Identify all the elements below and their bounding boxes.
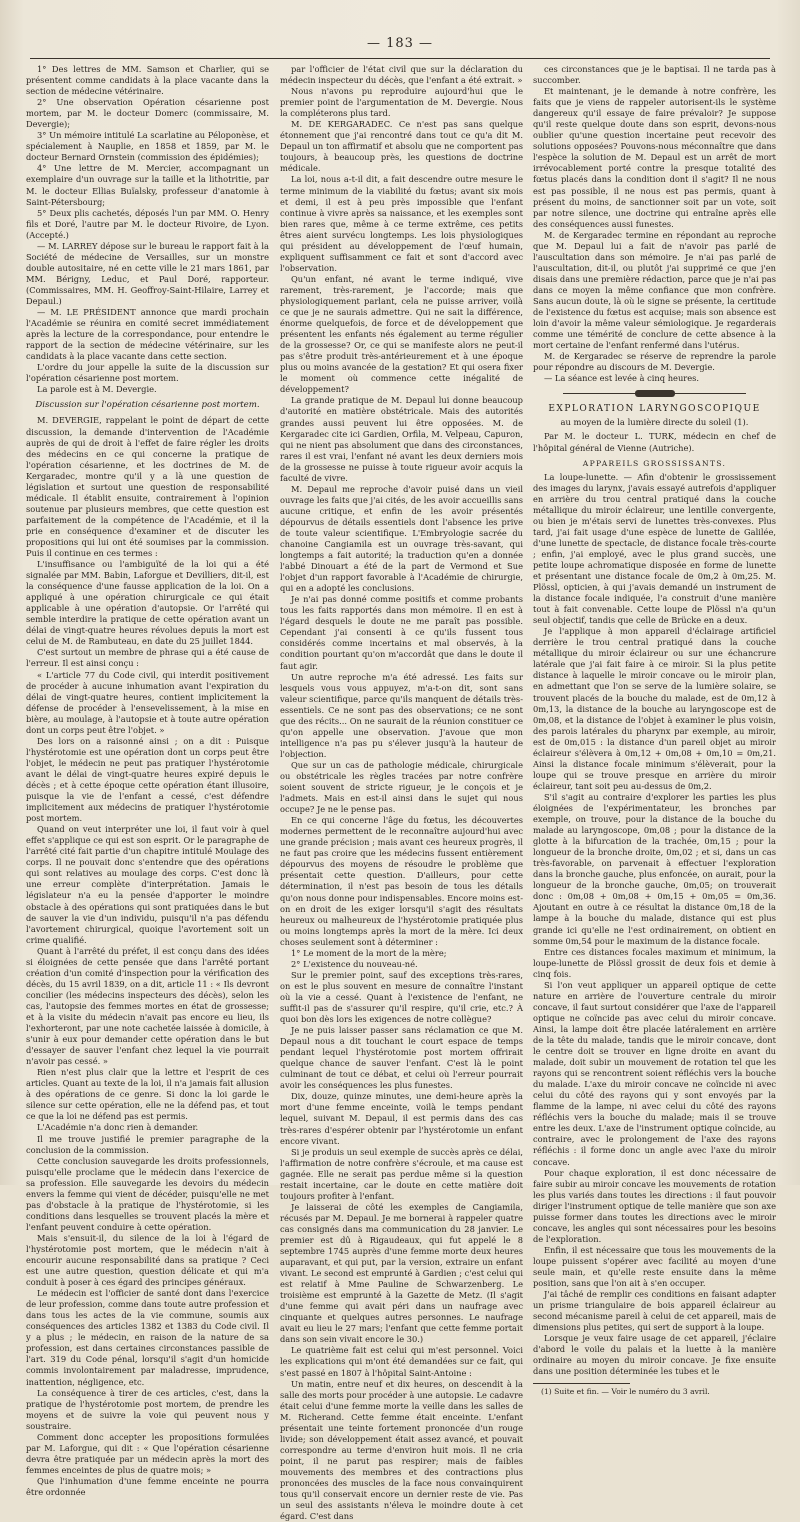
paragraph: Cette conclusion sauvegarde les droits professionnels, puisqu'elle proclame que le médecin dans l'exercice de sa profession. Elle sauvegarde les devoirs du médecin envers la femme qui vient de décéder, puisqu'elle ne met pas d'obstacle à la pratique de l'hystérotomie, si les conditions dans lesquelles se trouvent placés la mère et l'enfant peuvent conduire à cette opération. (26, 1155, 269, 1232)
footnote: (1) Suite et fin. — Voir le numéro du 3 avril. (541, 1387, 710, 1397)
paragraph: Que sur un cas de pathologie médicale, chirurgicale ou obstétricale les règles tracées par notre confrère soient souvent de stricte rigueur, je le conçois et je l'admets. Mais en est-il ainsi dans le sujet qui nous occupe? Je ne le pense pas. (280, 759, 523, 815)
paragraph: La grande pratique de M. Depaul lui donne beaucoup d'autorité en matière obstétricale. Mais des autorités grandes aussi peuvent lui être opposées. M. de Kergaradec cite ici Gardien, Orfila, M. Velpeau, Capuron, qui ne nient pas absolument que dans des circonstances, rares il est vrai, l'enfant né avant les deux derniers mois de la grossesse ne puisse à toute rigueur avoir acquis la faculté de vivre. (280, 395, 523, 483)
paragraph: Et maintenant, je le demande à notre confrère, les faits que je viens de rappeler autorisent-ils le système dangereux qu'il essaye de faire prévaloir? Je suppose qu'il reste quelque doute dans son esprit, devons-nous oublier qu'une question incertaine peut recevoir des solutions opposées? Pouvons-nous méconnaître que dans l'espèce la solution de M. Depaul est un arrêt de mort irrévocablement porté contre la presque totalité des fœtus placés dans la condition dont il s'agit? Il ne nous est pas possible, il ne nous est pas permis, quant à présent du moins, de sanctionner soit par un vote, soit par notre silence, une doctrine qui entraîne après elle des conséquences aussi funestes. (533, 86, 776, 229)
paragraph: Le quatrième fait est celui qui m'est personnel. Voici les explications qui m'ont été demandées sur ce fait, qui s'est passé en 1807 à l'hôpital Saint-Antoine : (280, 1345, 523, 1378)
paragraph: La parole est à M. Devergie. (37, 384, 157, 395)
paragraph: 5° Deux plis cachetés, déposés l'un par MM. O. Henry fils et Doré, l'autre par M. le docteur Rivoire, de Lyon. (Accepté.) (26, 207, 269, 240)
paragraph: Je laisserai de côté les exemples de Cangiamila, récusés par M. Depaul. Je me bornerai à rappeler quatre cas consignés dans ma communication du 28 janvier. Le premier est dû à Rigaudeaux, qui fut appelé le 8 septembre 1745 auprès d'une femme morte deux heures auparavant, et qui put, par la version, extraire un enfant vivant. Le second est emprunté à Gardien ; c'est celui qui est relatif à Mme Pauline de Schwarzenberg. Le troisième est emprunté à la Gazette de Metz. (Il s'agit d'une femme qui avait péri dans un naufrage avec cinquante et quelques autres personnes. Le naufrage avait eu lieu le 27 mars; l'enfant que cette femme portait dans son sein vivait encore le 30.) (280, 1201, 523, 1345)
paragraph: L'Académie n'a donc rien à demander. (37, 1122, 199, 1133)
paragraph: — M. LE PRÉSIDENT annonce que mardi prochain l'Académie se réunira en comité secret immédiatement après la lecture de la correspondance, pour entendre le rapport de la section de médecine vétérinaire, sur les candidats à la place vacante dans cette section. (26, 307, 269, 362)
paragraph: Qu'un enfant, né avant le terme indiqué, vive rarement, très-rarement, je l'accorde; mais que physiologiquement parlant, cela ne puisse arriver, voilà ce que je ne saurais admettre. Qui ne sait la différence, énorme quelquefois, de force et de développement que présentent les enfants nés également au terme régulier de la grossesse? Or, ce qui se manifeste alors ne peut-il pas s'être produit très-antérieurement et à une époque plus ou moins avancée de la gestation? Et qui osera fixer le moment où commence cette inégalité de développement? (280, 273, 523, 395)
paragraph: 2° L'existence du nouveau-né. (291, 958, 418, 969)
paragraph: S'il s'agit au contraire d'explorer les parties les plus éloignées de l'expérimentateur, les bronches par exemple, on trouve, pour la distance de la bouche du malade au laryngoscope, 0m,08 ; pour la distance de la glotte à la bifurcation de la trachée, 0m,15 ; pour la longueur de la bronche droite, 0m,02 ; et si, dans un cas très-favorable, on parvenait à effectuer l'exploration dans la bronche gauche, plus enfoncée, on aurait, pour la longueur de la bronche gauche, 0m,05; on trouverait donc : 0m,08 + 0m,08 + 0m,15 + 0m,05 = 0m,36. Ajoutant en outre à ce résultat la distance 0m,18 de la lampe à la bouche du malade, distance qui est plus grande ici qu'elle ne l'est ordinairement, on obtient en somme 0m,54 pour le maximum de la distance focale. (533, 791, 776, 946)
paragraph: Sur le premier point, sauf des exceptions très-rares, on est le plus souvent en mesure de connaître l'instant où la vie a cessé. Quant à l'existence de l'enfant, ne suffit-il pas de s'assurer qu'il respire, qu'il crie, etc.? À quoi bon dès lors les exigences de notre collègue? (280, 969, 523, 1025)
section-subtitle: au moyen de la lumière directe du soleil (1). (560, 417, 749, 428)
paragraph: Je l'applique à mon appareil d'éclairage artificiel derrière le trou central pratiqué dans la couche métallique du miroir éclaireur ou sur une échancrure latérale que j'ai fait faire à ce miroir. Si la plus petite distance à laquelle le miroir concave ou le miroir plan, en admettant que l'on se serve de la lumière solaire, se trouvent placés de la bouche du malade, est de 0m,12 à 0m,13, la distance de la bouche au laryngoscope est de 0m,08, et la distance de l'objet à examiner le plus voisin, des parois latérales du pharynx par exemple, au miroir, est de 0m,015 : la distance d'un pareil objet au miroir éclaireur s'élèvera à 0m,12 + 0m,08 + 0m,10 = 0m,21. Ainsi la distance focale minimum s'élèverait, pour la loupe qui se trouve presque en arrière du miroir éclaireur, tant soit peu au-dessus de 0m,2. (533, 626, 776, 791)
paragraph: Pour chaque exploration, il est donc nécessaire de faire subir au miroir concave les mouvements de rotation les plus variés dans toutes les directions : il faut pouvoir diriger l'instrument optique de telle manière que son axe puisse former dans toutes les directions avec le miroir concave, les angles qui sont nécessaires pour les besoins de l'exploration. (533, 1167, 776, 1244)
paragraph: La conséquence à tirer de ces articles, c'est, dans la pratique de l'hystérotomie post mortem, de prendre les moyens et de suivre la voie qui peuvent nous y soustraire. (26, 1387, 269, 1431)
paragraph: M. Depaul me reproche d'avoir puisé dans un vieil ouvrage les faits que j'ai cités, de les avoir accueillis sans aucune critique, et enfin de les avoir présentés dépourvus de détails essentiels dont l'absence les prive de toute valeur scientifique. L'Embryologie sacrée du chanoine Cangiamila est un ouvrage très-savant, qui longtemps a fait autorité; la traduction qu'en a donnée l'abbé Dinouart a été de la part de Vermond et Sue l'objet d'un rapport favorable à l'Académie de chirurgie, qui en a adopté les conclusions. (280, 483, 523, 594)
paragraph: Si l'on veut appliquer un appareil optique de cette nature en arrière de l'ouverture centrale du miroir concave, il faut surtout considérer que l'axe de l'appareil optique ne coïncide pas avec celui du miroir concave. Ainsi, la lampe doit être placée latéralement en arrière de la tête du malade, tandis que le miroir concave, dont le centre doit se trouver en ligne droite en avant du malade, doit subir un mouvement de rotation tel que les rayons qui se rencontrent soient réfléchis vers la bouche du malade. L'axe du miroir concave ne coïncide ni avec celui du côté des rayons qui y sont envoyés par la flamme de la lampe, ni avec celui du côté des rayons réfléchis vers la bouche du malade; mais il se trouve entre les deux. L'axe de l'instrument optique coïncide, au contraire, avec le prolongement de l'axe des rayons réfléchis : il forme donc un angle avec l'axe du miroir concave. (533, 979, 776, 1167)
page-number: — 183 — (366, 36, 434, 51)
paragraph: Des lors on a raisonné ainsi ; on a dit : Puisque l'hystérotomie est une opération dont un corps peut être l'objet, le médecin ne peut pas pratiquer l'hystérotomie avant le délai de vingt-quatre heures expiré depuis le décès ; et à cette époque cette opération étant illusoire, puisque la vie de l'enfant a cessé, c'est défendre implicitement aux médecins de pratiquer l'hystérotomie post mortem. (26, 735, 269, 824)
paragraph: J'ai tâché de remplir ces conditions en faisant adapter un prisme triangulaire de bois appareil éclaireur au second mécanisme pareil à celui de cet appareil, mais de dimensions plus petites, qui sert de support à la loupe. (533, 1289, 776, 1333)
paragraph: M. de Kergaradec termine en répondant au reproche que M. Depaul lui a fait de n'avoir pas parlé de l'auscultation dans son mémoire. Je n'ai pas parlé de l'auscultation, dit-il, ou plutôt j'ai supprimé ce que j'en disais dans une première rédaction, parce que je n'ai pas dans ce moyen la même confiance que mon confrère. Sans aucun doute, là où le signe se présente, la certitude de l'existence du fœtus est acquise; mais son absence est loin d'avoir la même valeur sémiologique. Je regarderais comme une témérité de conclure de cette absence à la mort certaine de l'enfant renfermé dans l'utérus. (533, 229, 776, 351)
paragraph: — La séance est levée à cinq heures. (544, 373, 700, 384)
paragraph: Quant à l'arrêté du préfet, il est conçu dans des idées si éloignées de cette pensée que dans l'arrêté portant création d'un comité d'inspection pour la vérification des décès, du 15 avril 1839, on a dit, article 11 : « Ils devront concilier (les médecins inspecteurs des décès), selon les cas, l'autopsie des femmes mortes en état de grossesse; et à la visite du médecin n'avait pas encore eu lieu, ils l'exhorteront, par une note cachetée laissée à domicile, à s'unir à eux pour demander cette opération dans le but d'essayer de sauver l'enfant chez lequel la vie pourrait n'avoir pas cessé. » (26, 945, 269, 1067)
paragraph: M. de Kergaradec se réserve de reprendre la parole pour répondre au discours de M. Devergie. (533, 351, 776, 373)
col3-session-end (533, 64, 776, 384)
paragraph: Nous n'avons pu reproduire aujourd'hui que le premier point de l'argumentation de M. Devergie. Nous la compléterons plus tard. (280, 86, 523, 119)
paragraph: 4° Une lettre de M. Mercier, accompagnant un exemplaire d'un ouvrage sur la taille et la lithotritie, par M. le docteur Ellias Buïalsky, professeur d'anatomie à Saint-Pétersbourg; (26, 163, 269, 207)
col1-correspondence (26, 64, 269, 395)
fleuron-divider (563, 389, 746, 398)
column-1 (26, 64, 269, 1497)
paragraph: Comment donc accepter les propositions formulées par M. Laforgue, qui dit : « Que l'opération césarienne devra être pratiquée par un médecin après la mort des femmes enceintes de plus de quatre mois; » (26, 1431, 269, 1475)
header-rule (30, 58, 770, 59)
paragraph: Lorsque je veux faire usage de cet appareil, j'éclaire d'abord le voile du palais et la luette à la manière ordinaire au moyen du miroir concave. Je fixe ensuite dans une position déterminée les tubes et le (533, 1333, 776, 1377)
paragraph: Mais s'ensuit-il, du silence de la loi à l'égard de l'hystérotomie post mortem, que le médecin n'ait à encourir aucune responsabilité dans sa pratique ? Ceci est une autre question, question délicate et qui m'a conduit à poser à ces égard des principes généraux. (26, 1232, 269, 1288)
section-title: EXPLORATION LARYNGOSCOPIQUE (548, 404, 761, 415)
paragraph: par l'officier de l'état civil que sur la déclaration du médecin inspecteur du décès, que l'enfant a été extrait. » (280, 64, 523, 86)
paragraph: ces circonstances que je le baptisai. Il ne tarda pas à succomber. (533, 64, 776, 86)
col2-text (280, 64, 523, 1522)
paragraph: 2° Une observation Opération césarienne post mortem, par M. le docteur Domerc (commissaire, M. Devergie); (26, 97, 269, 130)
subsection-heading: APPAREILS GROSSISSANTS. (582, 458, 727, 468)
paragraph: M. DEVERGIE, rappelant le point de départ de cette discussion, la demande d'intervention de l'Académie auprès de qui de droit à l'effet de faire régler les droits des médecins en ce qui concerne la pratique de l'opération césarienne, et les doctrines de M. de Kergaradec, montre qu'il y a là une question de législation et surtout une question de responsabilité médicale. Il établit ensuite, contrairement à l'opinion soutenue par plusieurs membres, que cette question est parfaitement de la compétence de l'Académie, et il la prie en conséquence d'examiner et de discuter les propositions qui lui ont été soumises par la commission. Puis il continue en ces termes : (26, 415, 269, 559)
paragraph: 1° Des lettres de MM. Samson et Charlier, qui se présentent comme candidats à la place vacante dans la section de médecine vétérinaire. (26, 64, 269, 97)
paragraph: 1° Le moment de la mort de la mère; (291, 947, 447, 958)
paragraph: La loi, nous a-t-il dit, a fait descendre outre mesure le terme minimum de la viabilité du fœtus; avant six mois et demi, il est à peu près impossible que l'enfant continue à vivre après sa naissance, et les exemples sont bien rares que, même à ce terme extrême, ces petits êtres aient survécu longtemps. Les lois physiologiques qui président au développement de l'œuf humain, expliquent suffisamment ce fait et sont d'accord avec l'observation. (280, 174, 523, 273)
paragraph: Dix, douze, quinze minutes, une demi-heure après la mort d'une femme enceinte, voilà le temps pendant lequel, suivant M. Depaul, il est permis dans des cas très-rares d'espérer obtenir par l'hystérotomie un enfant encore vivant. (280, 1091, 523, 1146)
paragraph: — M. LARREY dépose sur le bureau le rapport fait à la Société de médecine de Versailles, sur un monstre double autositaire, né en cette ville le 21 mars 1861, par MM. Bérigny, Leduc, et Paul Doré, rapporteur. (Commissaires, MM. H. Geoffroy-Saint-Hilaire, Larrey et Depaul.) (26, 240, 269, 306)
column-2 (280, 64, 523, 1522)
paragraph: M. DE KERGARADEC. Ce n'est pas sans quelque étonnement que j'ai rencontré dans tout ce qu'a dit M. Depaul un ton affirmatif et absolu que ne comportent pas toujours, à beaucoup près, les questions de doctrine médicale. (280, 119, 523, 174)
paragraph: Que l'inhumation d'une femme enceinte ne pourra être ordonnée (26, 1475, 269, 1497)
col1-discussion (26, 415, 269, 1498)
discussion-subheading: Discussion sur l'opération césarienne post mortem. (35, 400, 260, 411)
paragraph: Enfin, il est nécessaire que tous les mouvements de la loupe puissent s'opérer avec facilité au moyen d'une seule main, et qu'elle reste ensuite dans la même position, sans que l'on ait à s'en occuper. (533, 1244, 776, 1289)
paragraph: Quand on veut interpréter une loi, il faut voir à quel effet s'applique ce qui est son esprit. Or le paragraphe de l'arrêté cité fait partie d'un chapitre intitulé Moulage des corps. Il ne pouvait donc s'entendre que des opérations qui sont relatives au moulage des corps. C'est donc là une erreur complète d'interprétation. Jamais le législateur n'a eu la pensée d'apporter le moindre obstacle à des opérations qui sont pratiquées dans le but de sauver la vie d'un individu, puisqu'il n'a pas défendu l'avortement chirurgical, quoique l'avortement soit un crime qualifié. (26, 824, 269, 945)
paragraph: Il me trouve justifié le premier paragraphe de la conclusion de la commission. (26, 1133, 269, 1155)
footnote-rule (533, 1383, 630, 1384)
paragraph: Je ne puis laisser passer sans réclamation ce que M. Depaul nous a dit touchant le court espace de temps pendant lequel l'hystérotomie post mortem offrirait quelque chance de sauver l'enfant. C'est là le point culminant de tout ce débat, et celui où l'erreur pourrait avoir les conséquences les plus funestes. (280, 1025, 523, 1091)
col3-laryngoscopy (533, 472, 776, 1378)
paragraph: Je n'ai pas donné comme positifs et comme probants tous les faits rapportés dans mon mémoire. Il en est à l'égard desquels le doute ne me paraît pas possible. Cependant j'ai consenti à ce qu'ils fussent tous considérés comme incertains et mal observés, à la condition pourtant qu'on m'accordât que dans le doute il faut agir. (280, 594, 523, 671)
paragraph: « L'article 77 du Code civil, qui interdit positivement de procéder à aucune inhumation avant l'expiration du délai de vingt-quatre heures, contient implicitement la défense de procéder à l'ensevelissement, à la mise en bière, au moulage, à l'autopsie et à toute autre opération dont un corps peut être l'objet. » (26, 669, 269, 735)
paragraph: C'est surtout un membre de phrase qui a été cause de l'erreur. Il est ainsi conçu : (26, 647, 269, 669)
paragraph: En ce qui concerne l'âge du fœtus, les découvertes modernes permettent de le reconnaître aujourd'hui avec une grande précision ; mais avant ces heureux progrès, il ne faut pas croire que les médecins fussent entièrement dépourvus des moyens de résoudre le problème que présentait cette question. D'ailleurs, pour cette détermination, il n'est pas besoin de tous les détails qu'on nous donne pour indispensables. Encore moins est-on en droit de les exiger lorsqu'il s'agit des résultats heureux ou malheureux de l'hystérotomie pratiquée plus ou moins longtemps après la mort de la mère. Ici deux choses seulement sont à déterminer : (280, 815, 523, 947)
column-3 (533, 64, 776, 1397)
paragraph: Entre ces distances focales maximum et minimum, la loupe-lunette de Plössl grossit de deux fois et demie à cinq fois. (533, 946, 776, 979)
paragraph: L'insuffisance ou l'ambiguïté de la loi qui a été signalée par MM. Babin, Laforgue et Devilliers, dit-il, est la conséquence d'une fausse application de la loi. On a appliqué à une opération chirurgicale ce qui était applicable à une opération d'autopsie. Or l'arrêté qui semble interdire la pratique de cette opération avant un délai de vingt-quatre heures révolues depuis la mort est celui de M. de Rambuteau, en date du 25 juillet 1844. (26, 559, 269, 647)
byline: Par M. le docteur L. TURK, médecin en chef de l'hôpital général de Vienne (Autriche). (533, 431, 776, 453)
paragraph: Le médecin est l'officier de santé dont dans l'exercice de leur profession, comme dans toute autre profession et dans tous les actes de la vie commune, soumis aux conséquences des articles 1382 et 1383 du Code civil. Il y a plus ; le médecin, en raison de la nature de sa profession, est dans certaines circonstances passible de l'art. 319 du Code pénal, lorsqu'il s'agit d'un homicide commis involontairement par maladresse, imprudence, inattention, négligence, etc. (26, 1288, 269, 1387)
paragraph: 3° Un mémoire intitulé La scarlatine au Péloponèse, et spécialement à Nauplie, en 1858 et 1859, par M. le docteur Bernard Ornstein (commission des épidémies); (26, 130, 269, 163)
paragraph: Si je produis un seul exemple de succès après ce délai, l'affirmation de notre confrère s'écroule, et ma cause est gagnée. Elle ne serait pas perdue même si la question restait incertaine, car le doute en cette matière doit toujours profiter à l'enfant. (280, 1146, 523, 1201)
paragraph: Un matin, entre neuf et dix heures, on descendit à la salle des morts pour procéder à une autopsie. Le cadavre était celui d'une femme morte la veille dans les salles de M. Richerand. Cette femme était enceinte. L'enfant présentait une teinte fortement prononcée d'un rouge livide; son développement était assez avancé, et pouvait correspondre au terme d'environ huit mois. Il ne cria point, il ne parut pas respirer; mais de faibles mouvements des membres et des contractions plus prononcées des muscles de la face nous convainquirent tous qu'il conservait encore un dernier reste de vie. Pas un seul des assistants n'éleva le moindre doute à cet égard. C'est dans (280, 1378, 523, 1522)
paragraph: Un autre reproche m'a été adressé. Les faits sur lesquels vous vous appuyez, m'a-t-on dit, sont sans valeur scientifique, parce qu'ils manquent de détails très-essentiels. Ce ne sont pas des observations; ce ne sont que des récits... On ne saurait de la réunion constituer ce qu'on appelle une observation. J'avoue que mon intelligence n'a pas pu s'élever jusqu'à la hauteur de l'objection. (280, 671, 523, 759)
paragraph: La loupe-lunette. — Afin d'obtenir le grossissement des images du larynx, j'avais essayé autrefois d'appliquer en arrière du trou central pratiqué dans la couche métallique du miroir éclaireur, une lentille convergente, ou bien je m'étais servi de lunettes très-convexes. Plus tard, j'ai fait usage d'une espèce de lunette de Galilée, d'une lunette de spectacle, de distance focale très-courte ; enfin, j'ai employé, avec le plus grand succès, une petite loupe achromatique disposée en forme de lunette et présentant une distance focale de 0m,2 à 0m,25. M. Plössl, opticien, à qui j'avais demandé un instrument de la distance focale indiquée, l'a construit d'une manière tout à fait convenable. Cette loupe de Plössl n'a qu'un seul objectif, tandis que celle de Brücke en a deux. (533, 471, 776, 626)
paragraph: L'ordre du jour appelle la suite de la discussion sur l'opération césarienne post mortem. (26, 362, 269, 384)
paragraph: Rien n'est plus clair que la lettre et l'esprit de ces articles. Quant au texte de la loi, il n'a jamais fait allusion à des opérations de ce genre. Si donc la loi garde le silence sur cette opération, elle ne la défend pas, et tout ce que la loi ne défend pas est permis. (26, 1067, 269, 1122)
